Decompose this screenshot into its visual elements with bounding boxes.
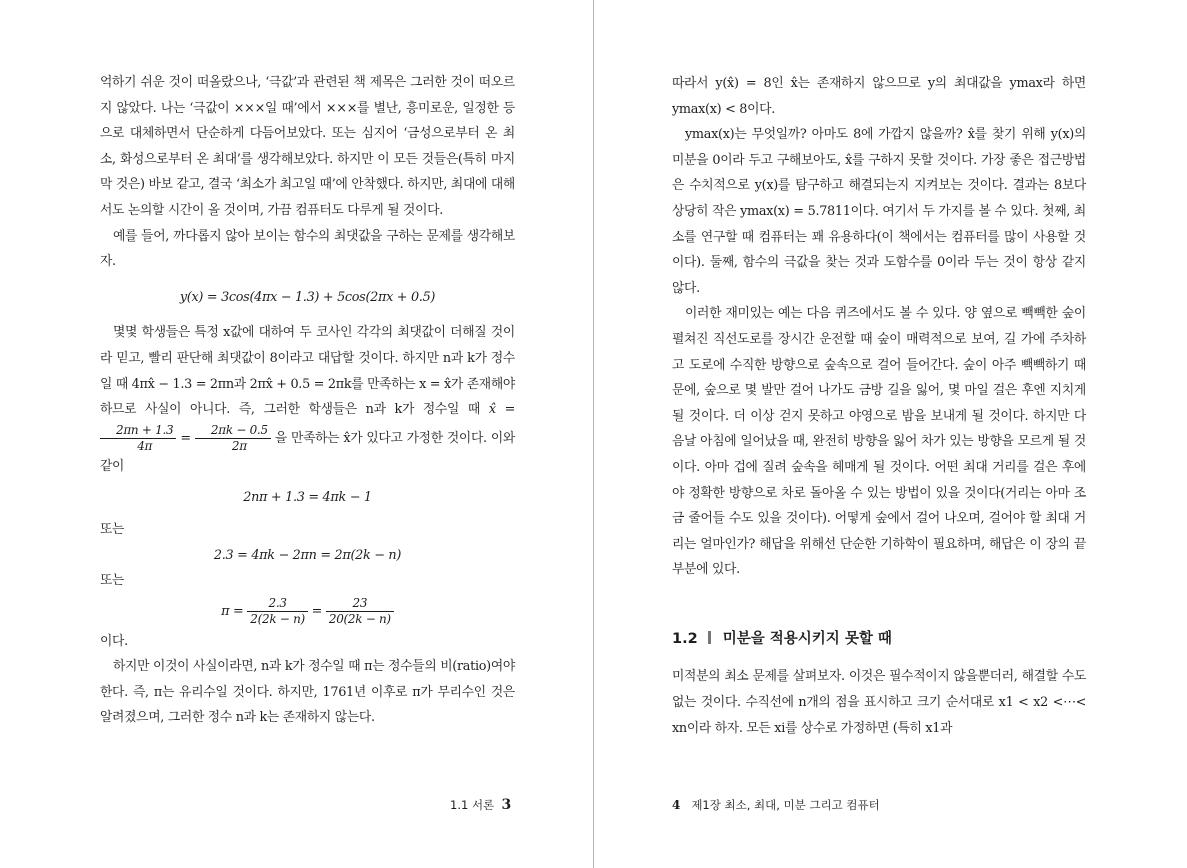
equation: y(x) = 3cos(4πx − 1.3) + 5cos(2πx + 0.5) — [179, 289, 436, 305]
paragraph: 예를 들어, 까다롭지 않아 보이는 함수의 최댓값을 구하는 문제를 생각해보자. — [100, 228, 515, 270]
paragraph: 따라서 y(x̂) = 8인 x̂는 존재하지 않으므로 y의 최대값을 ymax라 하면 ymax(x) < 8이다. — [672, 76, 1086, 117]
connector-text: 또는 — [100, 573, 125, 589]
fraction-denominator: 4π — [137, 438, 153, 453]
paragraph: 몇몇 학생들은 특정 x값에 대하여 두 코사인 각각의 최댓값이 더해질 것이라 믿고, 빨리 판단해 최댓값이 8이라고 대답할 것이다. 하지만 n과 k가 정수일 때 4πx̂ − 1.3 = 2πn과 2πx̂ + 0.5 = 2πk를 만족하는 x = x̂가 존재해야 하므로 사실이 아니다. 즉, 그러한 학생들은 n과 k가 정수일 때 x̂ = $\frac{2\pi n + 1.3}{4\pi}$ = $\frac{2\pi k - 0.5}{2\pi}$ 을 만족하는 x̂가 있다고 가정한 것이다. 이와 같이 — [100, 325, 516, 474]
equation: 2.3 = 4πk − 2πn = 2π(2k − n) — [213, 547, 402, 563]
paragraph: ymax(x)는 무엇일까? 아마도 8에 가깝지 않을까? x̂를 찾기 위해 y(x)의 미분을 0이라 두고 구해보아도, x̂를 구하지 못할 것이다. 가장 좋은 접근방법은 수치적으로 y(x)를 탐구하고 해결되는지 지켜보는 것이다. 결과는 8보다 상당히 작은 ymax(x) = 5.7811이다. 여기서 두 가지를 볼 수 있다. 첫째, 최소를 연구할 때 컴퓨터는 꽤 유용하다(이 책에서는 컴퓨터를 많이 사용할 것이다). 둘째, 함수의 극값을 찾는 것과 도함수를 0이라 두는 것이 항상 같지 않다. — [672, 127, 1086, 296]
page-footer — [450, 797, 511, 813]
fraction — [326, 596, 394, 627]
fraction-numerator: 2πk − 0.5 — [195, 423, 271, 439]
fraction — [100, 423, 176, 454]
equation-lhs: π = — [221, 603, 244, 619]
footer-chapter: 제1장 최소, 최대, 미분 그리고 컴퓨터 — [691, 798, 880, 812]
fraction — [247, 596, 308, 627]
fraction-numerator: 2.3 — [247, 596, 308, 612]
paragraph-text: 몇몇 학생들은 특정 x값에 대하여 두 코사인 각각의 최댓값이 더해질 것이라 믿고, 빨리 판단해 최댓값이 8이라고 대답할 것이다. 하지만 n과 k가 정수일 때 4πx̂ − 1.3 = 2πn과 2πx̂ + 0.5 = 2πk를 만족하는 x = x̂가 존재해야 하므로 사실이 아니다. 즉, 그러한 학생들은 n과 k가 정수일 때 — [100, 325, 515, 418]
paragraph: 이러한 재미있는 예는 다음 퀴즈에서도 볼 수 있다. 양 옆으로 빽빽한 숲이 펼쳐진 직선도로를 장시간 운전할 때 숲이 매력적으로 보여, 길 가에 주차하고 도로에 수직한 방향으로 숲속으로 걸어 들어간다. 숲이 아주 빽빽하기 때문에, 숲으로 몇 발만 걸어 나가도 금방 길을 잃어, 몇 마일 걸은 후엔 지치게 될 것이다. 더 이상 걷지 못하고 야영으로 밤을 보내게 될 것이다. 하지만 다음날 아침에 일어났을 때, 완전히 방향을 잃어 차가 있는 방향을 모르게 될 것이다. 아마 겁에 질려 숲속을 헤매게 될 것이다. 어떤 최대 거리를 걸은 후에야 정확한 방향으로 차로 돌아올 수 있는 방법이 있을 것이다(거리는 아마 조금 줄어들 수도 있을 것이다). 어떻게 숲에서 걸어 나오며, 걸어야 할 최대 거리는 얼마인가? 해답을 위해선 단순한 기하학이 필요하며, 해답은 이 장의 끝 부분에 있다. — [672, 306, 1086, 578]
page-number: 4 — [672, 798, 681, 812]
footer-section: 1.1 서론 — [450, 798, 495, 812]
page-number: 3 — [501, 797, 512, 813]
fraction-denominator: 2(2k − n) — [250, 611, 305, 626]
section-title: 미분을 적용시키지 못할 때 — [722, 630, 892, 647]
paragraph: 하지만 이것이 사실이라면, n과 k가 정수일 때 π는 정수들의 비(ratio)여야 한다. 즉, π는 유리수일 것이다. 하지만, 1761년 이후로 π가 무리수인 것은 알려졌으며, 그러한 정수 n과 k는 존재하지 않는다. — [100, 659, 515, 726]
page-gutter — [593, 0, 594, 868]
section-number: 1.2 — [672, 630, 698, 647]
math-inline: x̂ = — [488, 402, 516, 418]
paragraph-text: 을 만족하는 x̂가 있다고 가정한 것이다. 이와 같이 — [100, 430, 515, 474]
fraction-numerator: 23 — [326, 596, 394, 612]
connector-text: 이다. — [100, 633, 128, 649]
fraction-denominator: 20(2k − n) — [328, 611, 391, 626]
left-page — [0, 0, 593, 868]
right-page — [596, 0, 1187, 868]
equation: π = $\frac{2.3}{2(2k - n)}$ = $\frac{23}{20(2k - n)}$ — [100, 596, 515, 627]
page-footer — [672, 797, 880, 813]
equation: 2nπ + 1.3 = 4πk − 1 — [243, 490, 372, 506]
paragraph: 억하기 쉬운 것이 떠올랐으나, ‘극값’과 관련된 책 제목은 그러한 것이 떠오르지 않았다. 나는 ‘극값이 ×××일 때’에서 ×××를 별난, 흥미로운, 일정한 등으로 대체하면서 단순하게 다듬어보았다. 또는 심지어 ‘금성으로부터 온 최소, 화성으로부터 온 최대’를 생각해보았다. 하지만 이 모든 것들은(특히 마지막 것은) 바보 같고, 결국 ‘최소가 최고일 때’에 안착했다. 하지만, 최대에 대해서도 논의할 시간이 올 것이며, 가끔 컴퓨터도 다루게 될 것이다. — [100, 75, 515, 218]
fraction — [195, 423, 271, 454]
connector-text: 또는 — [100, 521, 125, 537]
heading-bar — [708, 631, 711, 644]
paragraph: 미적분의 최소 문제를 살펴보자. 이것은 필수적이지 않을뿐더러, 해결할 수도 없는 것이다. 수직선에 n개의 점을 표시하고 크기 순서대로 x1 < x2 <⋯< xn이라 하자. 모든 xi를 상수로 가정하면 (특히 x1과 — [672, 669, 1086, 736]
fraction-numerator: 2πn + 1.3 — [100, 423, 176, 439]
right-body-text — [672, 71, 1086, 741]
fraction-denominator: 2π — [231, 438, 247, 453]
left-body-text — [100, 70, 515, 731]
section-heading — [672, 627, 1086, 653]
